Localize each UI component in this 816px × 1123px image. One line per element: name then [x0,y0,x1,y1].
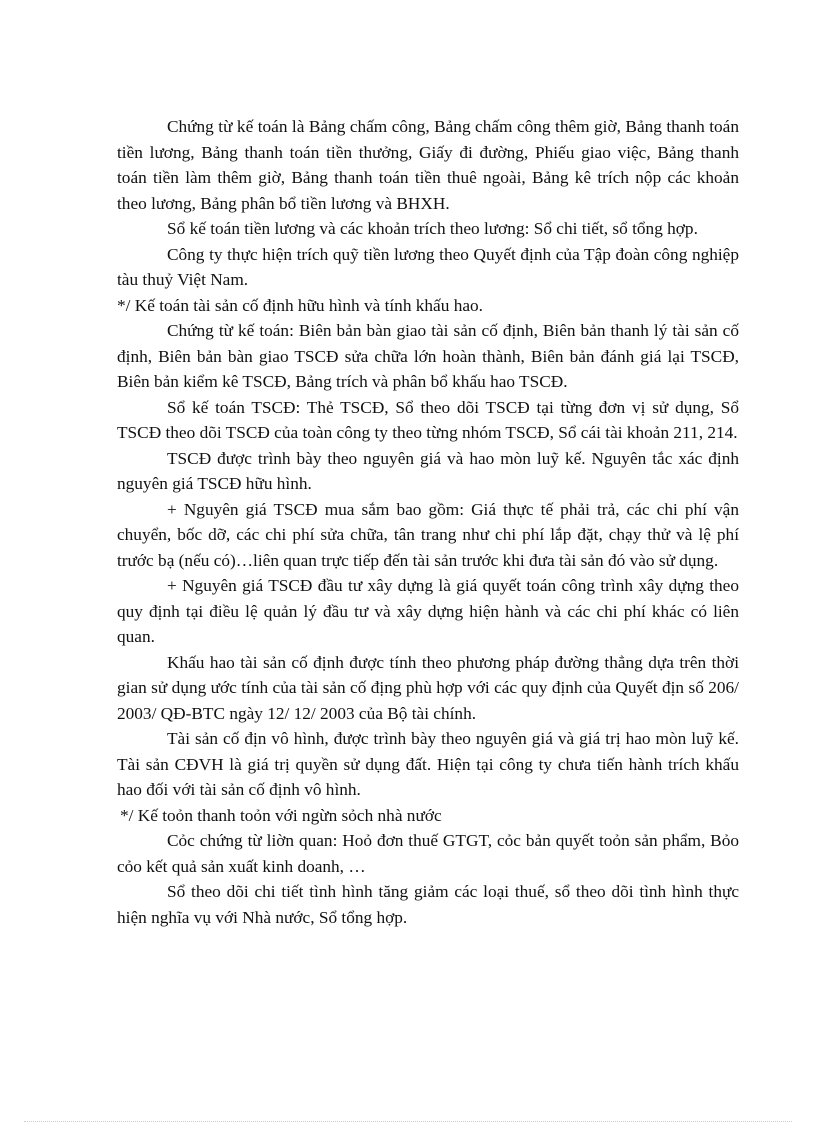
paragraph-depreciation: Khấu hao tài sản cố định được tính theo phương pháp đường thẳng dựa trên thời gian sử dụng ước tính của tài sản cố địng phù hợp với các quy định của Quyết địn số 206/ 2003/ QĐ-BTC ngày 12/ 12/ 2003 của Bộ tài chính. [117,652,739,723]
paragraph-tax-ledgers: Sổ theo dõi chi tiết tình hình tăng giảm các loại thuế, sổ theo dõi tình hình thực hiện nghĩa vụ với Nhà nước, Sổ tổng hợp. [117,882,739,927]
page-bottom-border [24,1121,792,1122]
document-page [117,114,739,930]
paragraph-fixed-asset-ledgers: Sổ kế toán TSCĐ: Thẻ TSCĐ, Sổ theo dõi TSCĐ tại từng đơn vị sử dụng, Sổ TSCĐ theo dõi TSCĐ của toàn công ty theo từng nhóm TSCĐ, Sổ cái tài khoản 211, 214. [117,397,739,442]
paragraph-fixed-asset-documents: Chứng từ kế toán: Biên bản bàn giao tài sản cố định, Biên bản thanh lý tài sản cố định, Biên bản bàn giao TSCĐ sửa chữa lớn hoàn thành, Biên bản đánh giá lại TSCĐ, Biên bản kiểm kê TSCĐ, Bảng trích và phân bổ khấu hao TSCĐ. [117,321,739,391]
paragraph-payroll-ledgers: Sổ kế toán tiền lương và các khoản trích theo lương: Sổ chi tiết, sổ tổng hợp. [167,219,698,238]
paragraph-historical-cost: TSCĐ được trình bày theo nguyên giá và hao mòn luỹ kế. Nguyên tắc xác định nguyên giá TSCĐ hữu hình. [117,448,739,493]
paragraph-payroll-documents: Chứng từ kế toán là Bảng chấm công, Bảng chấm công thêm giờ, Bảng thanh toán tiền lương, Bảng thanh toán tiền thưởng, Giấy đi đường, Phiếu giao việc, Bảng thanh toán tiền làm thêm giờ, Bảng thanh toán tiền thuê ngoài, Bảng kê trích nộp các khoản theo lương, Bảng phân bổ tiền lương và BHXH. [117,117,739,213]
section-heading-fixed-assets: */ Kế toán tài sản cố định hữu hình và tính khấu hao. [117,295,483,315]
paragraph-tax-documents: Cỏc chứng từ liờn quan: Hoỏ đơn thuế GTGT, cỏc bản quyết toỏn sản phẩm, Bỏo cỏo kết quả sản xuất kinh doanh, … [117,831,739,876]
paragraph-intangible-assets: Tài sản cố địn vô hình, được trình bày theo nguyên giá và giá trị hao mòn luỹ kế. Tài sản CĐVH là giá trị quyền sử dụng đất. Hiện tại công ty chưa tiến hành trích khấu hao đối với tài sản cố định vô hình. [117,729,739,799]
paragraph-constructed-asset-cost: + Nguyên giá TSCĐ đầu tư xây dựng là giá quyết toán công trình xây dựng theo quy định tại điều lệ quản lý đầu tư và xây dựng hiện hành và các chi phí khác có liên quan. [117,576,739,646]
paragraph-purchased-asset-cost: + Nguyên giá TSCĐ mua sắm bao gồm: Giá thực tế phải trả, các chi phí vận chuyển, bốc dỡ, các chi phí sửa chữa, tân trang như chi phí lắp đặt, chạy thử và lệ phí trước bạ (nếu có)…liên quan trực tiếp đến tài sản trước khi đưa tài sản đó vào sử dụng. [117,499,739,570]
paragraph-salary-fund: Công ty thực hiện trích quỹ tiền lương theo Quyết định của Tập đoàn công nghiệp tàu thuỷ Việt Nam. [117,244,739,289]
section-heading-state-budget: */ Kế toỏn thanh toỏn với ngừn sỏch nhà nước [120,805,442,825]
